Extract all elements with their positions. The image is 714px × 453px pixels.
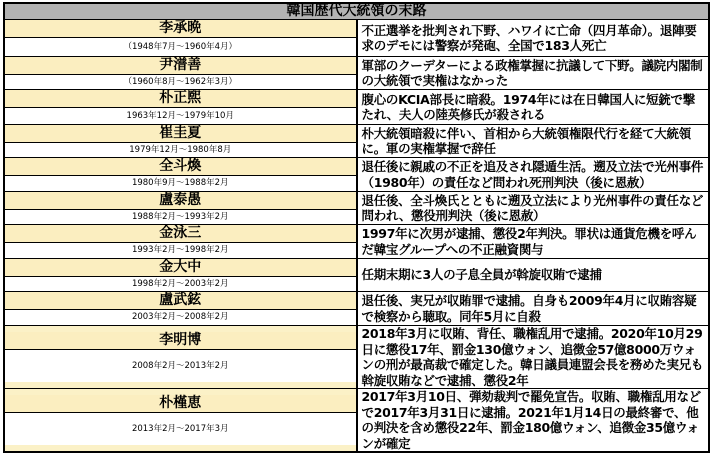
president-term: 1988年2月～1993年2月 [5, 210, 356, 224]
president-term: 1963年12月～1979年10月 [5, 108, 356, 124]
president-fate-cell [357, 90, 710, 125]
president-name: 李承晩 [5, 20, 356, 38]
president-fate-cell [357, 192, 710, 225]
president-name: 盧泰愚 [5, 192, 356, 210]
president-fate-text: 1997年に次男が逮捕、懲役2年判決。罪状は通貨危機を呼んだ韓宝グループへの不正融資関与 [361, 226, 697, 257]
president-name-cell [4, 57, 357, 90]
president-term: 1980年9月～1988年2月 [5, 176, 356, 191]
president-name: 朴槿恵 [5, 395, 356, 413]
president-term: （1948年7月～1960年4月） [5, 38, 356, 56]
president-fate-cell [357, 292, 710, 326]
president-fate-cell [357, 259, 710, 292]
president-fate-cell [357, 326, 710, 389]
president-fate-text: 2017年3月10日、弾劾裁判で罷免宣告。収賄、職権乱用などで2017年3月31日に逮捕。2021年1月14日の最終審で、他の判決を含め懲役22年、罰金180億ウォン、追徴金35億ウォンが確定 [361, 389, 701, 451]
president-name: 金大中 [5, 259, 356, 277]
president-term: 1979年12月～1980年8月 [5, 143, 356, 157]
president-fate-cell [357, 225, 710, 259]
president-name-cell [4, 20, 357, 57]
presidents-table-container [3, 2, 710, 453]
president-name-cell [4, 225, 357, 259]
president-fate-text: 退任後に親戚の不正を追及され隠遁生活。遡及立法で光州事件（1980年）の責任など問われ死刑判決（後に恩赦） [361, 159, 704, 190]
president-fate-text: 任期末期に3人の子息全員が斡旋収賄で逮捕 [361, 267, 602, 283]
president-row [4, 326, 709, 389]
president-fate-cell [357, 125, 710, 158]
president-term: 2003年2月～2008年2月 [5, 310, 356, 325]
president-term: （1960年8月～1962年3月） [5, 75, 356, 89]
president-fate-cell [357, 57, 710, 90]
table-title: 韓国歴代大統領の末路 [4, 3, 709, 20]
president-fate-text: 軍部のクーデターによる政権掌握に抗議して下野。議院内閣制の大統領で実権はなかった [361, 57, 703, 88]
president-term: 2013年2月～2017年3月 [5, 413, 356, 445]
president-row [4, 259, 709, 292]
president-name: 朴正煕 [5, 90, 356, 108]
president-row [4, 225, 709, 259]
president-term: 2008年2月～2013年2月 [5, 350, 356, 382]
president-fate-text: 退任後、全斗煥氏とともに遡及立法により光州事件の責任など問われ、懲役刑判決（後に恩赦） [361, 192, 704, 223]
president-term: 1998年2月～2003年2月 [5, 277, 356, 291]
president-row [4, 158, 709, 192]
president-fate-cell [357, 158, 710, 192]
president-name-cell [4, 259, 357, 292]
president-name: 金泳三 [5, 225, 356, 243]
president-name-cell [4, 192, 357, 225]
president-name: 崔圭夏 [5, 125, 356, 143]
president-fate-text: 朴大統領暗殺に伴い、首相から大統領権限代行を経て大統領に。軍の実権掌握で辞任 [361, 125, 691, 156]
president-row [4, 192, 709, 225]
president-fate-cell [357, 20, 710, 57]
president-fate-text: 腹心のKCIA部長に暗殺。1974年には在日韓国人に短銃で撃たれ、夫人の陸英修氏が殺される [361, 91, 695, 122]
president-name-cell [4, 326, 357, 389]
president-term: 1993年2月～1998年2月 [5, 243, 356, 258]
president-row [4, 125, 709, 158]
table-body [4, 3, 709, 452]
president-name: 全斗煥 [5, 158, 356, 176]
president-name-cell [4, 292, 357, 326]
president-row [4, 292, 709, 326]
president-row [4, 20, 709, 57]
president-name-cell [4, 158, 357, 192]
president-name-cell [4, 125, 357, 158]
president-name-cell [4, 90, 357, 125]
table-title-row [4, 3, 709, 20]
president-fate-cell [357, 389, 710, 453]
president-name: 李明博 [5, 332, 356, 350]
president-row [4, 389, 709, 453]
president-row [4, 90, 709, 125]
president-name: 尹潽善 [5, 57, 356, 75]
president-row [4, 57, 709, 90]
president-name-cell [4, 389, 357, 453]
president-fate-text: 2018年3月に収賄、背任、職権乱用で逮捕。2020年10月29日に懲役17年、罰金130億ウォン、追徴金57億8000万ウォンの刑が最高裁で確定した。韓日議員連盟会長を務めた実兄も斡旋収賄などで逮捕、懲役2年 [361, 326, 704, 388]
president-name: 盧武鉉 [5, 292, 356, 310]
president-fate-text: 不正選挙を批判され下野、ハワイに亡命（四月革命）。退陣要求のデモには警察が発砲、全国で183人死亡 [361, 22, 697, 53]
president-fate-text: 退任後、実兄が収賄罪で逮捕。自身も2009年4月に収賄容疑で検察から聴取。同年5月に自殺 [361, 293, 697, 324]
presidents-fate-table [3, 2, 710, 453]
